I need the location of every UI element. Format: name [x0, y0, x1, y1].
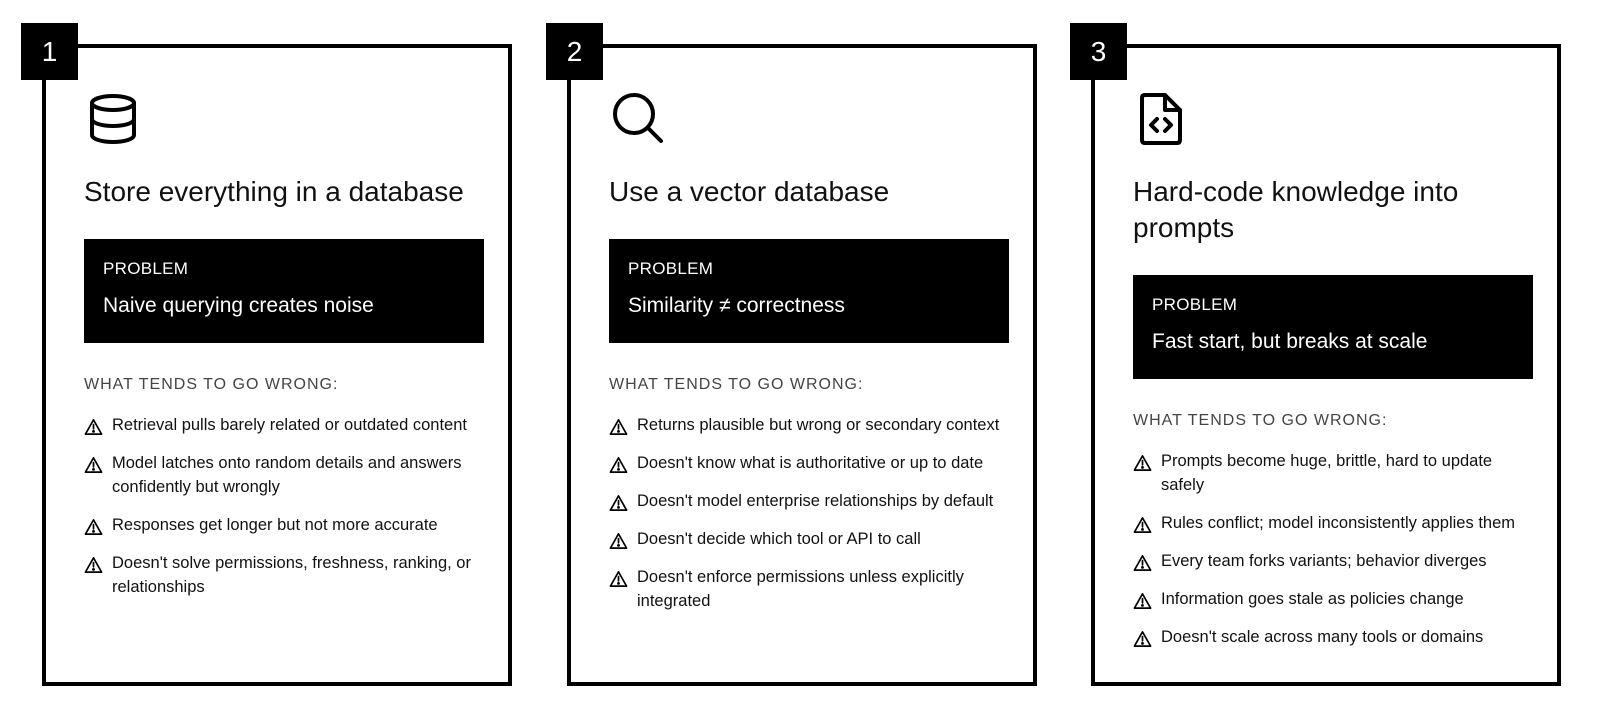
search-icon [611, 92, 665, 146]
warning-icon [1133, 554, 1152, 572]
list-item [1133, 511, 1533, 535]
card-content [1133, 174, 1533, 663]
warning-icon [84, 418, 103, 436]
problem-box [84, 239, 484, 343]
list-item [609, 565, 1009, 613]
issue-text: Prompts become huge, brittle, hard to update safely [1161, 452, 1493, 494]
issue-text: Doesn't model enterprise relationships by default [637, 492, 994, 510]
problem-label: PROBLEM [103, 259, 189, 278]
approach-card-2 [566, 36, 1037, 686]
issue-text: Every team forks variants; behavior diverges [1161, 552, 1487, 570]
warning-icon [609, 456, 628, 474]
problem-box [609, 239, 1009, 343]
card-title: Hard-code knowledge into prompts [1133, 176, 1459, 243]
warning-icon [609, 494, 628, 512]
database-icon [86, 92, 140, 146]
issue-list [1133, 449, 1533, 649]
issue-text: Doesn't solve permissions, freshness, ranking, or relationships [112, 554, 471, 596]
issue-text: Doesn't scale across many tools or domains [1161, 628, 1484, 646]
issue-text: Doesn't enforce permissions unless explicitly integrated [637, 568, 964, 610]
warning-icon [1133, 592, 1152, 610]
list-item [1133, 625, 1533, 649]
problem-text: Naive querying creates noise [103, 294, 374, 317]
problem-label: PROBLEM [628, 259, 714, 278]
card-title: Store everything in a database [84, 176, 464, 207]
card-content [609, 174, 1009, 627]
list-item [84, 451, 484, 499]
warning-icon [609, 570, 628, 588]
issue-text: Responses get longer but not more accurate [112, 516, 438, 534]
problem-text: Fast start, but breaks at scale [1152, 330, 1428, 353]
list-item [1133, 587, 1533, 611]
warning-icon [1133, 516, 1152, 534]
issue-text: Information goes stale as policies change [1161, 590, 1464, 608]
card-number-badge: 1 [21, 23, 78, 80]
list-item [609, 451, 1009, 475]
card-number-badge: 2 [546, 23, 603, 80]
approach-card-3 [1090, 36, 1561, 686]
issue-text: Doesn't decide which tool or API to call [637, 530, 921, 548]
warning-icon [609, 532, 628, 550]
problem-label: PROBLEM [1152, 295, 1238, 314]
list-item [84, 513, 484, 537]
card-title: Use a vector database [609, 176, 890, 207]
card-content [84, 174, 484, 613]
warning-icon [609, 418, 628, 436]
list-item [609, 489, 1009, 513]
list-item [609, 527, 1009, 551]
problem-box [1133, 275, 1533, 379]
wrong-heading: WHAT TENDS TO GO WRONG: [84, 376, 339, 393]
list-item [84, 551, 484, 599]
problem-text: Similarity ≠ correctness [628, 294, 845, 317]
warning-icon [84, 518, 103, 536]
warning-icon [84, 456, 103, 474]
approach-card-1 [41, 36, 512, 686]
list-item [1133, 449, 1533, 497]
issue-text: Returns plausible but wrong or secondary context [637, 416, 1000, 434]
code-file-icon [1135, 92, 1189, 146]
wrong-heading: WHAT TENDS TO GO WRONG: [609, 376, 864, 393]
list-item [84, 413, 484, 437]
issue-text: Doesn't know what is authoritative or up to date [637, 454, 984, 472]
card-number-badge: 3 [1070, 23, 1127, 80]
issue-text: Rules conflict; model inconsistently applies them [1161, 514, 1516, 532]
warning-icon [84, 556, 103, 574]
issue-text: Retrieval pulls barely related or outdated content [112, 416, 467, 434]
issue-text: Model latches onto random details and answers confidently but wrongly [112, 454, 462, 496]
issue-list [609, 413, 1009, 613]
list-item [609, 413, 1009, 437]
warning-icon [1133, 630, 1152, 648]
wrong-heading: WHAT TENDS TO GO WRONG: [1133, 412, 1388, 429]
issue-list [84, 413, 484, 599]
list-item [1133, 549, 1533, 573]
warning-icon [1133, 454, 1152, 472]
